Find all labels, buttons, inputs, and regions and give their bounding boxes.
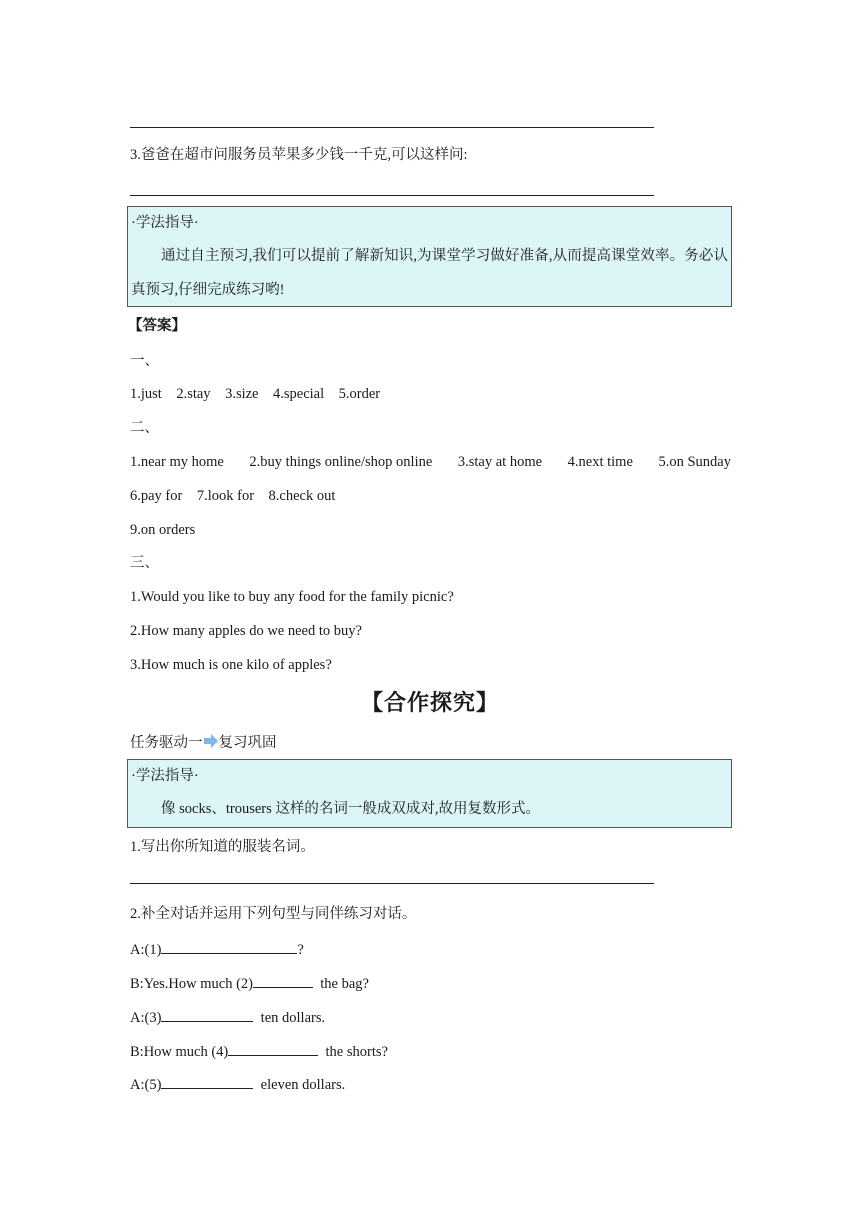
dialog-line	[130, 1040, 388, 1062]
section-heading: 【合作探究】	[360, 690, 499, 715]
answer-line	[130, 127, 654, 128]
question-3: 3.爸爸在超市问服务员苹果多少钱一千克,可以这样问:	[130, 147, 468, 163]
dialog-speaker-text: B:How much (4)	[130, 1044, 229, 1060]
answer-item: 4.special	[272, 386, 325, 402]
answer-item: 3.stay at home	[457, 454, 543, 470]
answer-item: 2.buy things online/shop online	[249, 454, 433, 470]
answer-line	[130, 883, 654, 884]
dialog-line	[130, 1006, 325, 1028]
answers-part-2-row-2	[130, 486, 335, 506]
exercise-1: 1.写出你所知道的服装名词。	[130, 839, 315, 855]
answers-part-1-items	[130, 384, 380, 404]
dialog-line	[130, 938, 304, 960]
answer-sentence: 2.How many apples do we need to buy?	[130, 623, 362, 639]
study-guide-box	[127, 759, 732, 828]
study-guide-title: ·学法指导·	[131, 215, 199, 231]
answer-item: 5.order	[338, 386, 381, 402]
answer-item: 1.just	[130, 386, 162, 402]
exercise-2: 2.补全对话并运用下列句型与同伴练习对话。	[130, 906, 417, 922]
answers-heading: 【答案】	[128, 318, 186, 334]
answer-item: 8.check out	[268, 488, 336, 504]
answer-line	[130, 195, 654, 196]
answer-item: 1.near my home	[130, 454, 224, 470]
answer-item: 5.on Sunday	[658, 454, 731, 470]
study-guide-text: 通过自主预习,我们可以提前了解新知识,为课堂学习做好准备,从而提高课堂效率。务必认真预习,仔细完成练习哟!	[131, 248, 728, 298]
blank-4[interactable]	[228, 1040, 318, 1056]
answers-part-1-label: 一、	[130, 353, 159, 369]
answer-item: 3.size	[225, 386, 259, 402]
answer-sentence: 1.Would you like to buy any food for the family picnic?	[130, 589, 454, 605]
dialog-speaker-text: A:(5)	[130, 1077, 162, 1093]
task-label	[130, 733, 277, 754]
dialog-line	[130, 1073, 345, 1095]
answer-sentence: 3.How much is one kilo of apples?	[130, 657, 332, 673]
answers-part-2-label: 二、	[130, 420, 159, 436]
answer-item: 6.pay for	[130, 488, 183, 504]
answers-part-2-row-1	[130, 452, 731, 472]
study-guide-text: 像 socks、trousers 这样的名词一般成双成对,故用复数形式。	[161, 801, 541, 817]
answer-item: 4.next time	[567, 454, 633, 470]
dialog-speaker-text: A:(3)	[130, 1010, 162, 1026]
dialog-text: eleven dollars.	[257, 1077, 346, 1093]
answer-item: 2.stay	[176, 386, 211, 402]
study-guide-box	[127, 206, 732, 307]
blank-1[interactable]	[161, 938, 297, 954]
task-prefix: 任务驱动一	[130, 735, 203, 751]
dialog-text: the shorts?	[321, 1044, 388, 1060]
dialog-speaker-text: B:Yes.How much (2)	[130, 976, 253, 992]
answers-part-2-row-3: 9.on orders	[130, 522, 196, 538]
answer-item: 7.look for	[196, 488, 255, 504]
blank-2[interactable]	[253, 972, 313, 988]
answers-part-3-label: 三、	[130, 555, 159, 571]
blank-3[interactable]	[161, 1006, 253, 1022]
blank-5[interactable]	[161, 1073, 253, 1089]
dialog-text: ?	[297, 942, 304, 958]
dialog-speaker-text: A:(1)	[130, 942, 162, 958]
study-guide-title: ·学法指导·	[131, 768, 199, 784]
dialog-text: the bag?	[316, 976, 369, 992]
dialog-line	[130, 972, 369, 994]
arrow-right-icon	[204, 734, 218, 754]
task-name: 复习巩固	[218, 735, 277, 751]
dialog-text: ten dollars.	[257, 1010, 326, 1026]
